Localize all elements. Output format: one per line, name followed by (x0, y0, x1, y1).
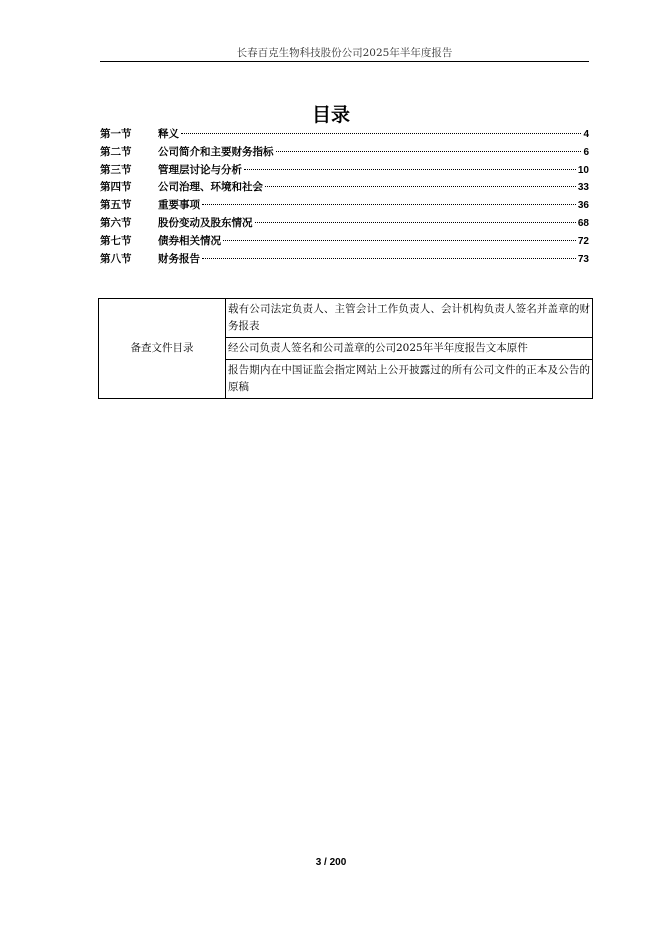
toc-leader-dots (276, 151, 582, 152)
toc-entry[interactable] (100, 144, 589, 162)
toc-section-number: 第六节 (100, 216, 132, 229)
toc-leader-dots (223, 240, 576, 241)
table-of-contents (100, 126, 589, 268)
toc-entry[interactable] (100, 233, 589, 251)
toc-section-name: 管理层讨论与分析 (158, 163, 242, 176)
reference-documents-table (98, 298, 593, 399)
running-header: 长春百克生物科技股份公司2025年半年度报告 (236, 47, 453, 59)
toc-leader-dots (202, 258, 576, 259)
toc-leader-dots (181, 133, 581, 134)
toc-page-number: 10 (577, 164, 589, 176)
toc-title: 目录 (311, 104, 350, 126)
toc-section-number: 第八节 (100, 252, 132, 265)
toc-entry[interactable] (100, 215, 589, 233)
toc-section-name: 公司治理、环境和社会 (158, 181, 263, 194)
toc-section-number: 第七节 (100, 234, 132, 247)
reference-document-item: 经公司负责人签名和公司盖章的公司2025年半年度报告文本原件 (226, 338, 593, 360)
toc-page-number: 36 (577, 200, 589, 212)
page-number: 3 / 200 (315, 857, 347, 868)
toc-section-number: 第五节 (100, 199, 132, 212)
toc-entry[interactable] (100, 179, 589, 197)
toc-section-number: 第二节 (100, 145, 132, 158)
toc-leader-dots (202, 204, 576, 205)
toc-page-number: 4 (583, 129, 589, 140)
reference-document-item: 载有公司法定负责人、主管会计工作负责人、会计机构负责人签名并盖章的财务报表 (226, 299, 593, 338)
toc-section-name: 释义 (158, 128, 179, 140)
toc-section-name: 重要事项 (158, 199, 200, 212)
toc-entry[interactable] (100, 197, 589, 215)
table-row (99, 299, 593, 338)
toc-entry[interactable] (100, 251, 589, 269)
header-rule (100, 61, 589, 62)
toc-section-number: 第四节 (100, 181, 132, 194)
toc-page-number: 73 (577, 253, 589, 265)
reference-document-item: 报告期内在中国证监会指定网站上公开披露过的所有公司文件的正本及公告的原稿 (226, 360, 593, 399)
toc-section-number: 第一节 (100, 128, 132, 140)
toc-entry[interactable] (100, 126, 589, 144)
toc-section-name: 债券相关情况 (158, 234, 221, 247)
toc-page-number: 33 (577, 182, 589, 194)
toc-page-number: 68 (577, 217, 589, 229)
toc-section-name: 公司简介和主要财务指标 (158, 145, 274, 158)
toc-section-number: 第三节 (100, 163, 132, 176)
reference-documents-label: 备查文件目录 (99, 299, 226, 399)
toc-leader-dots (265, 186, 576, 187)
toc-entry[interactable] (100, 162, 589, 180)
toc-leader-dots (244, 169, 576, 170)
toc-page-number: 6 (583, 146, 589, 158)
toc-section-name: 财务报告 (158, 252, 200, 265)
toc-leader-dots (255, 222, 576, 223)
toc-section-name: 股份变动及股东情况 (158, 216, 253, 229)
toc-page-number: 72 (577, 235, 589, 247)
